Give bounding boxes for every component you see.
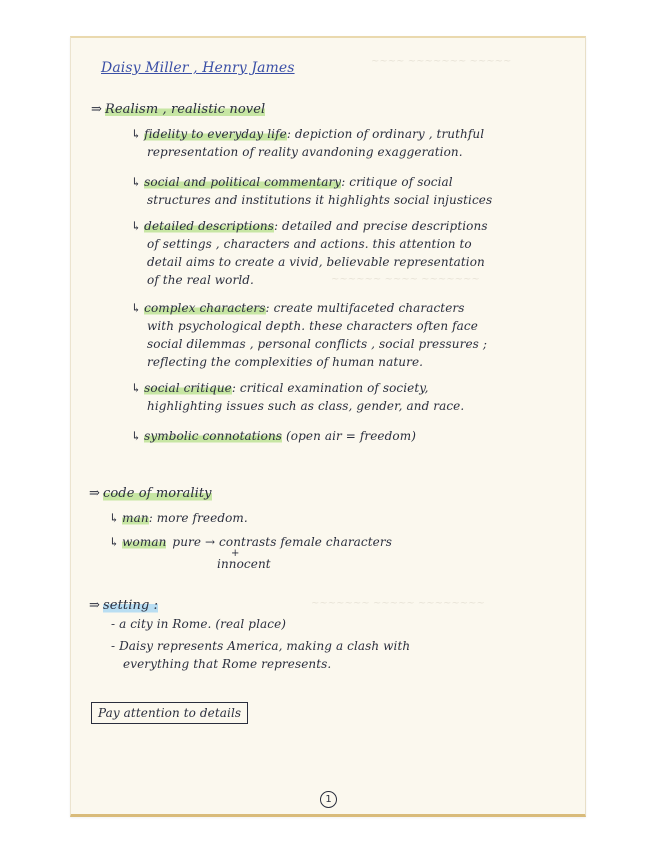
realism-item: ↳ social and political commentary: critique of social [131,175,453,189]
realism-item-line: representation of reality avandoning exaggeration. [147,145,463,159]
hook-arrow-icon: ↳ [131,381,142,395]
page-title: Daisy Miller , Henry James [101,60,295,76]
setting-item: everything that Rome represents. [123,657,332,671]
realism-item-line: social dilemmas , personal conflicts , social pressures ; [147,337,487,351]
realism-item: ↳ social critique: critical examination of society, [131,381,429,395]
notebook-page [70,36,586,817]
setting-item: - Daisy represents America, making a clash with [111,639,411,653]
realism-item: ↳ fidelity to everyday life: depiction of ordinary , truthful [131,127,485,141]
realism-heading: ⇒ Realism , realistic novel [91,102,266,117]
realism-item: ↳ symbolic connotations (open air = freedom) [131,429,416,443]
double-arrow-icon: ⇒ [91,102,102,117]
realism-item-line: of the real world. [147,273,254,287]
realism-item-line: of settings , characters and actions. this attention to [147,237,472,251]
hook-arrow-icon: ↳ [131,127,142,141]
bleed-through-decoration: ~~~~ ~~~~~~~ ~~~~~ [371,56,512,67]
hook-arrow-icon: ↳ [131,219,142,233]
hook-arrow-icon: ↳ [131,429,142,443]
double-arrow-icon: ⇒ [89,486,100,501]
hook-arrow-icon: ↳ [131,175,142,189]
realism-item: ↳ complex characters: create multifaceted characters [131,301,465,315]
setting-item: - a city in Rome. (real place) [111,617,287,631]
realism-item-line: reflecting the complexities of human nature. [147,355,424,369]
realism-item-line: detail aims to create a vivid, believable representation [147,255,485,269]
realism-item-line: structures and institutions it highlights social injustices [147,193,493,207]
double-arrow-icon: ⇒ [89,598,100,613]
morality-innocent: innocent [217,557,271,571]
realism-item-line: with psychological depth. these characters often face [147,319,478,333]
boxed-note: Pay attention to details [91,702,248,724]
morality-man: ↳ man: more freedom. [109,511,248,525]
page-number: 1 [320,791,337,808]
morality-woman: ↳ woman pure → contrasts female characters [109,535,392,549]
realism-item: ↳ detailed descriptions: detailed and precise descriptions [131,219,488,233]
hook-arrow-icon: ↳ [131,301,142,315]
hook-arrow-icon: ↳ [109,535,120,549]
bleed-through-decoration: ~~~~~~ ~~~~ ~~~~~~~ [331,274,480,285]
setting-heading: ⇒ setting : [89,598,159,613]
morality-plus: + [231,548,240,559]
realism-item-line: highlighting issues such as class, gender, and race. [147,399,465,413]
bleed-through-decoration: ~~~~~~~ ~~~~~ ~~~~~~~~ [311,598,485,609]
hook-arrow-icon: ↳ [109,511,120,525]
morality-heading: ⇒ code of morality [89,486,212,501]
